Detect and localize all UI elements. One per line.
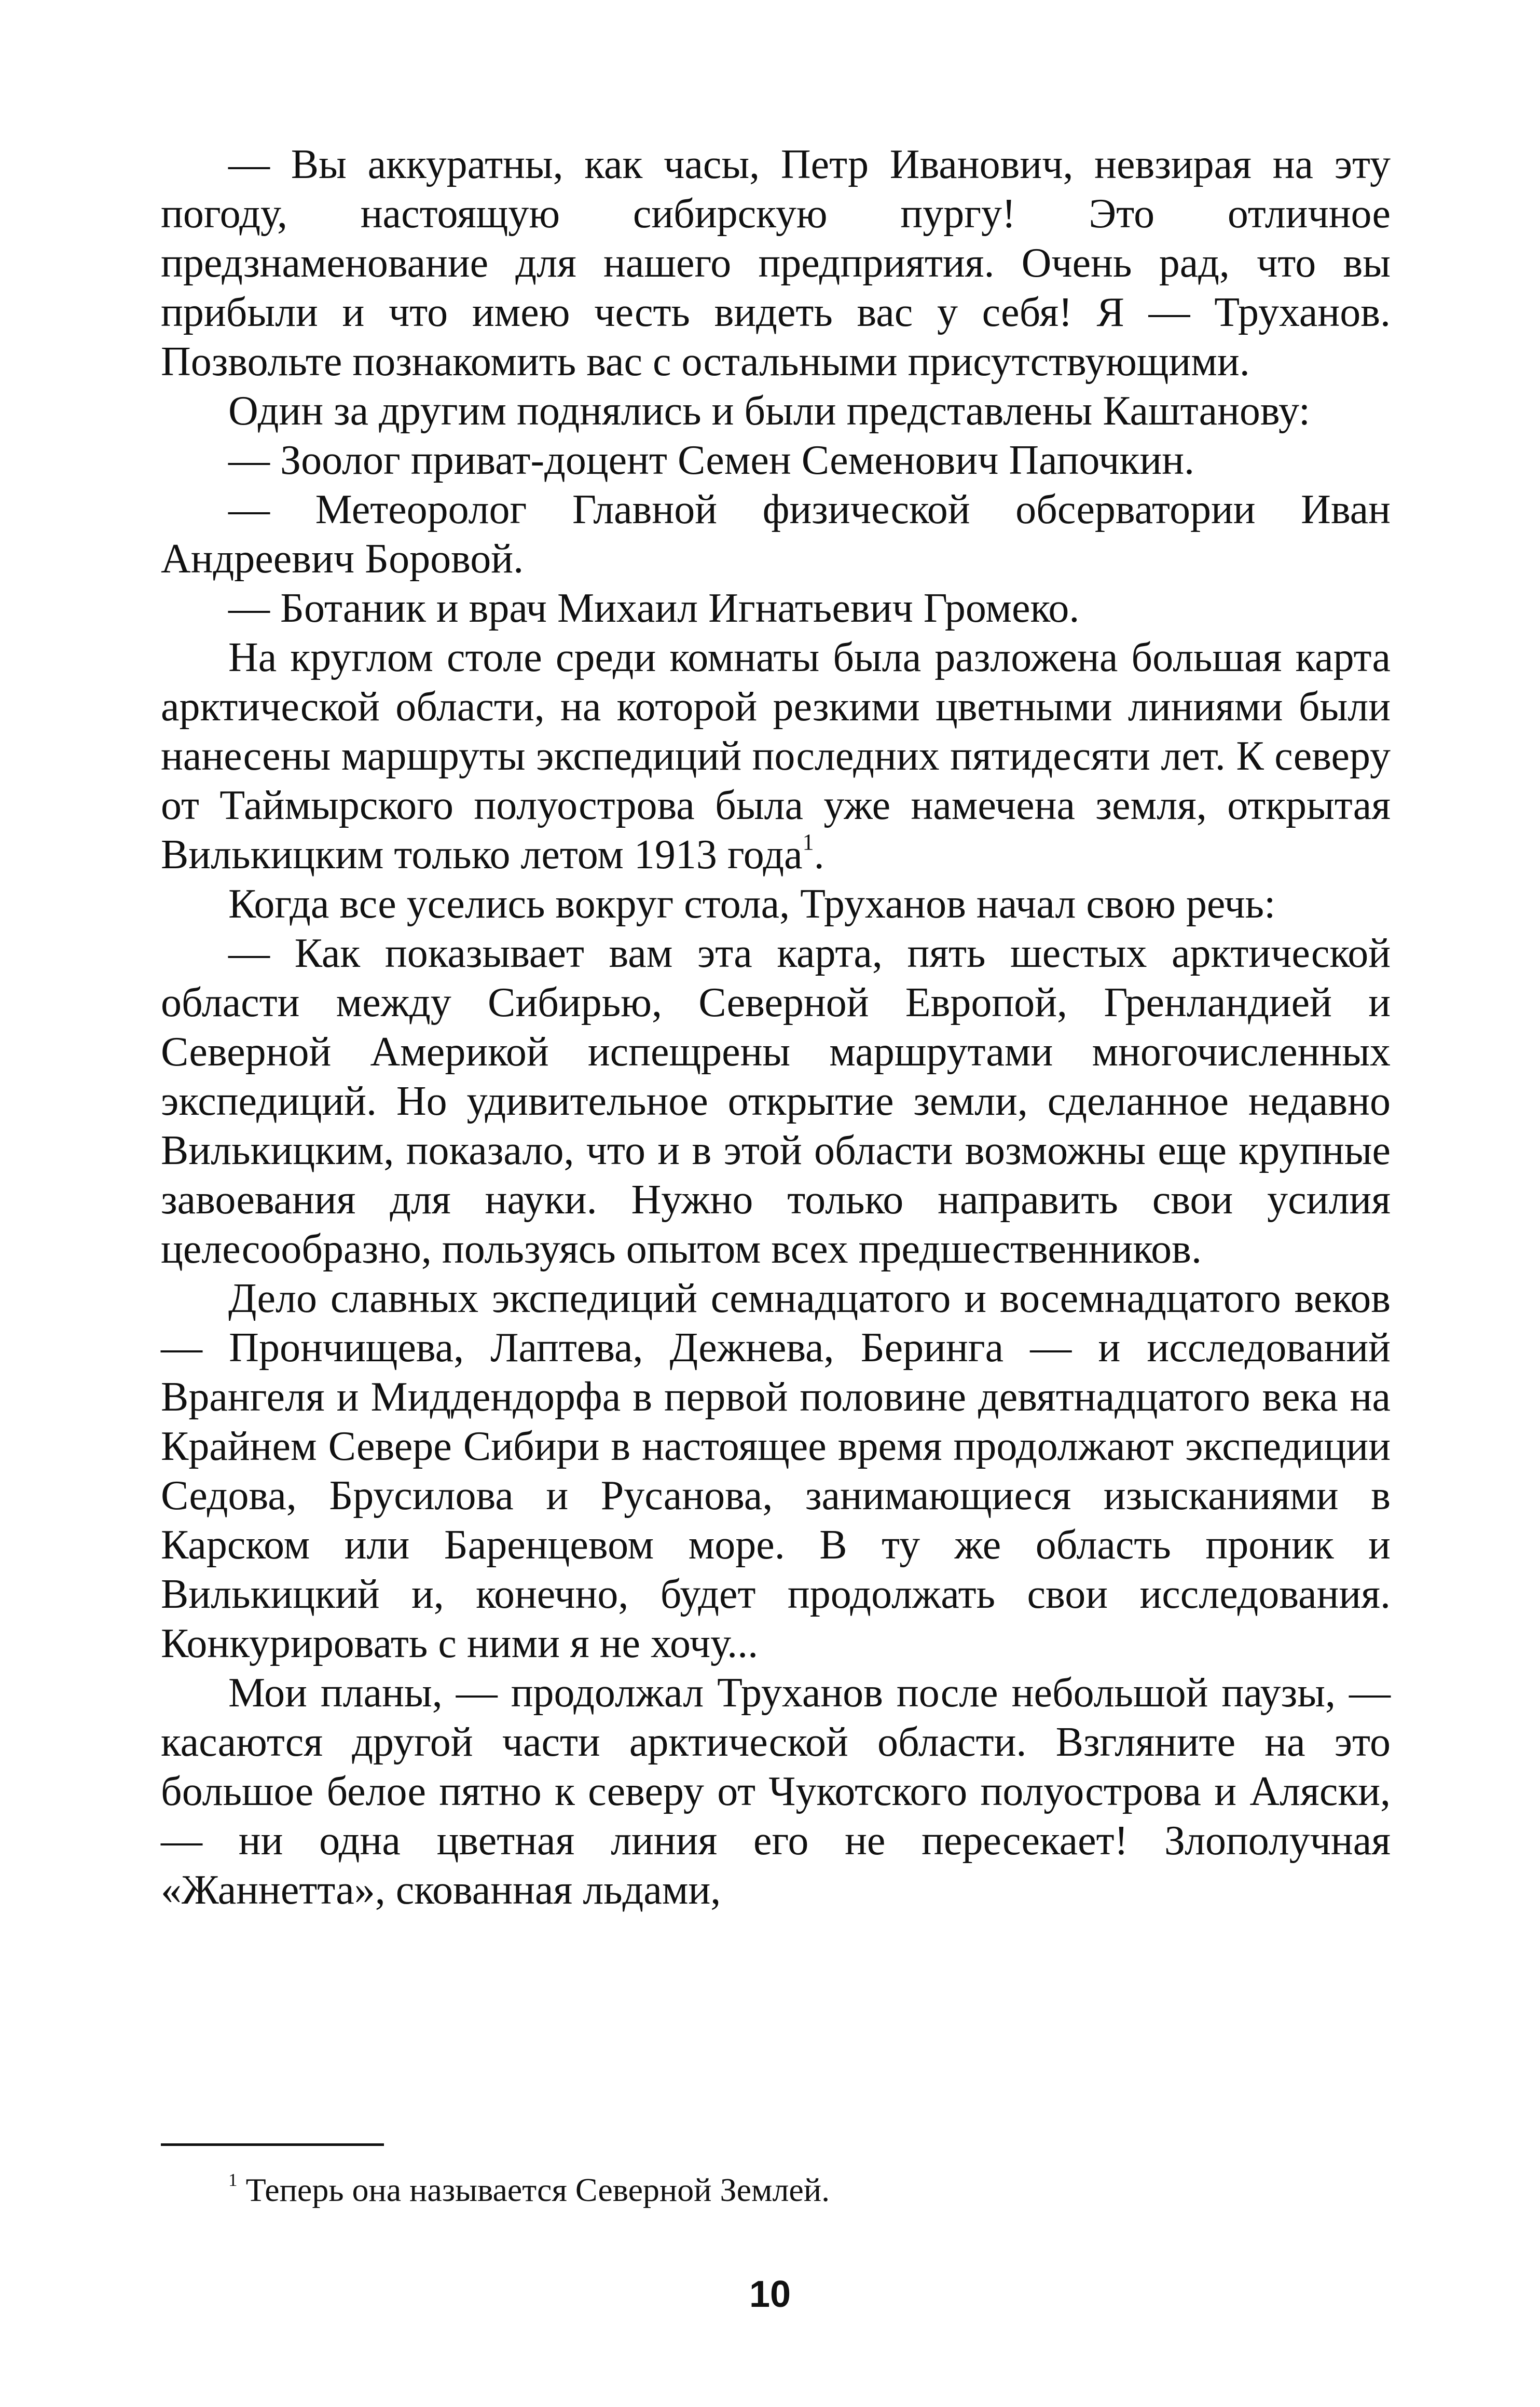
paragraph-4: — Метеоролог Главной физической обсерватории Иван Андреевич Боровой. <box>161 487 1391 582</box>
paragraph-9: Дело славных экспедиций семнадцатого и восемнадцатого веков — Прончищева, Лаптева, Дежнева, Беринга — и исследований Врангеля и Миддендорфа в первой половине девятнадцатого века на Крайнем Севере Сибири в настоящее время продолжают экспедиции Седова, Брусилова и Русанова, занимающиеся изысканиями в Карском или Баренцевом море. В ту же область проник и Вилькицкий и, конечно, будет продолжать свои исследования. Конкурировать с ними я не хочу... <box>161 1276 1391 1666</box>
page-number: 10 <box>749 2274 791 2315</box>
footnote-marker: 1 <box>228 2169 238 2190</box>
footnote-divider <box>161 2143 384 2146</box>
footnote-text: Теперь она называется Северной Землей. <box>245 2171 830 2208</box>
footnote <box>228 2169 1370 2211</box>
paragraph-6-text: На круглом столе среди комнаты была разложена большая карта арктической области, на которой резкими цветными линиями были нанесены маршруты экспедиций последних пятидесяти лет. К северу от Таймырского полуострова была уже намечена земля, открытая Вилькицким только летом 1913 года <box>161 635 1391 878</box>
page-body <box>161 140 1391 1915</box>
paragraph-5: — Ботаник и врач Михаил Игнатьевич Громеко. <box>228 585 1080 631</box>
paragraph-6 <box>161 633 1391 880</box>
paragraph-2: Один за другим поднялись и были представлены Каштанову: <box>228 388 1311 434</box>
paragraph-8: — Как показывает вам эта карта, пять шестых арктической области между Сибирью, Северной Европой, Гренландией и Северной Америкой испещрены маршрутами многочисленных экспедиций. Но удивительное открытие земли, сделанное недавно Вилькицким, показало, что и в этой области возможны еще крупные завоевания для науки. Нужно только направить свои усилия целесообразно, пользуясь опытом всех предшественников. <box>161 931 1391 1272</box>
paragraph-6-tail: . <box>814 832 824 878</box>
footnote-reference: 1 <box>802 829 814 855</box>
paragraph-10: Мои планы, — продолжал Труханов после небольшой паузы, — касаются другой части арктической области. Взгляните на это большое белое пятно к северу от Чукотского полуострова и Аляски, — ни одна цветная линия его не пересекает! Злополучная «Жаннетта», скованная льдами, <box>161 1670 1391 1913</box>
paragraph-1: — Вы аккуратны, как часы, Петр Иванович, невзирая на эту погоду, настоящую сибирскую пургу! Это отличное предзнаменование для нашего предприятия. Очень рад, что вы прибыли и что имею честь видеть вас у себя! Я — Труханов. Позвольте познакомить вас с остальными присутствующими. <box>161 142 1391 385</box>
paragraph-7: Когда все уселись вокруг стола, Труханов начал свою речь: <box>228 881 1276 927</box>
paragraph-3: — Зоолог приват-доцент Семен Семенович Папочкин. <box>228 437 1195 483</box>
